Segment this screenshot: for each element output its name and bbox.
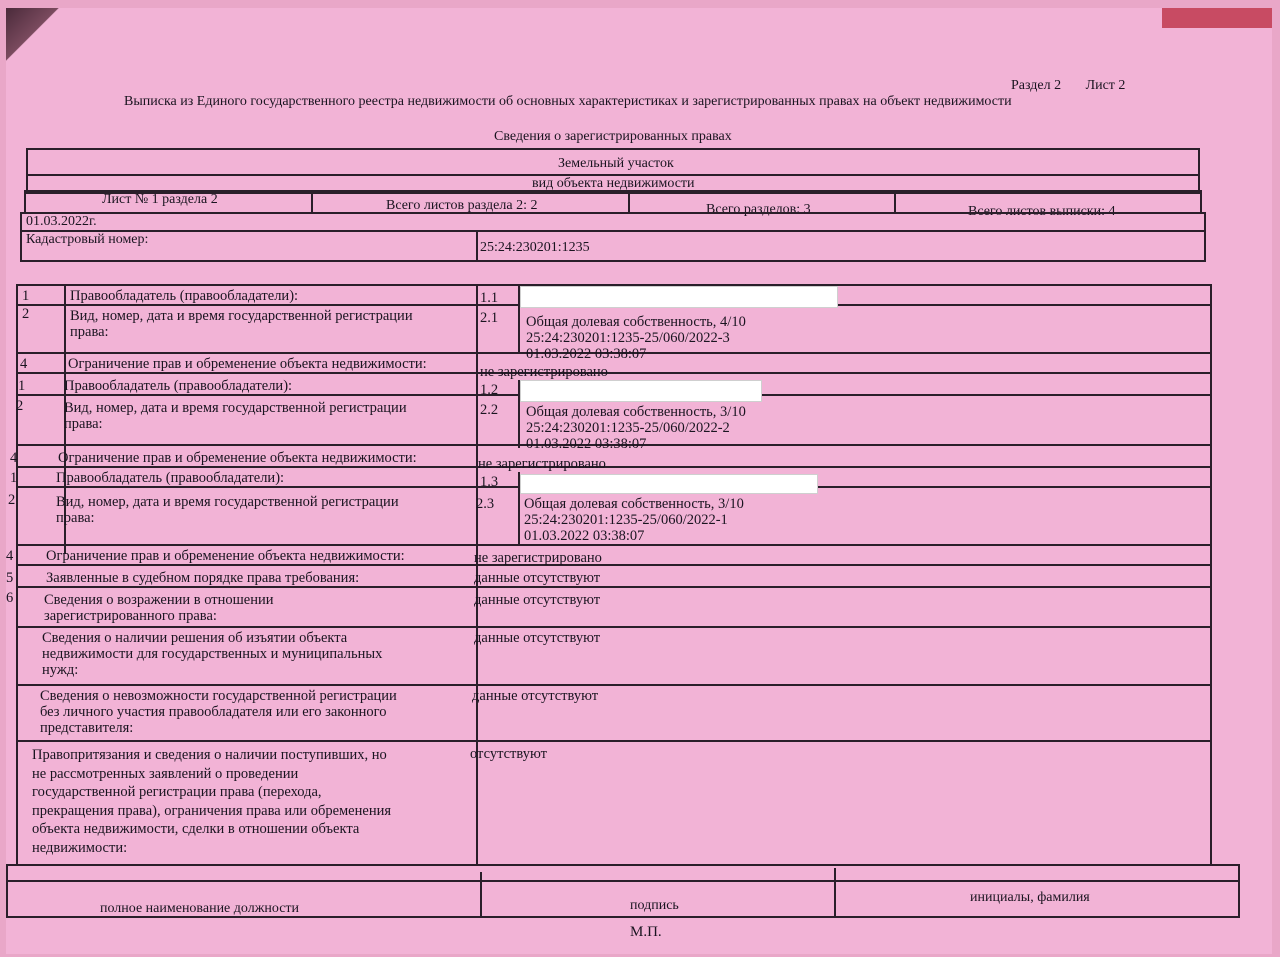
owner-redacted <box>520 380 762 402</box>
registration-value <box>524 496 744 544</box>
page-shadow <box>6 8 66 78</box>
claims-pending-line: не рассмотренных заявлений о проведении <box>32 765 299 782</box>
total-sections: Всего разделов: 3 <box>706 202 811 217</box>
encumbrance-label: Ограничение прав и обременение объекта недвижимости: <box>46 548 405 564</box>
seizure-label <box>42 630 382 678</box>
registration-value-line: 25:24:230201:1235-25/060/2022-1 <box>524 512 728 528</box>
row-number: 2 <box>8 492 16 508</box>
encumbrance-label: Ограничение прав и обременение объекта недвижимости: <box>68 356 427 372</box>
document-page <box>6 8 1272 954</box>
impossible-registration-value: данные отсутствуют <box>472 688 599 704</box>
sheet-label: Лист 2 <box>1085 78 1126 93</box>
position-caption: полное наименование должности <box>100 901 300 916</box>
encumbrance-label: Ограничение прав и обременение объекта недвижимости: <box>58 450 417 466</box>
stamp-place: М.П. <box>630 924 662 940</box>
owner-code: 1.2 <box>480 382 499 398</box>
registration-value-line: 01.03.2022 03:38:07 <box>526 436 647 452</box>
encumbrance-value: не зарегистрировано <box>474 550 602 566</box>
registration-code: 2.1 <box>480 310 499 326</box>
registration-label-line: права: <box>64 416 103 432</box>
owner-code: 1.1 <box>480 290 499 306</box>
claims-pending-line: прекращения права), ограничения права или обременения <box>32 802 392 819</box>
owner-redacted <box>520 286 838 308</box>
row-number: 2 <box>22 306 30 322</box>
claims-pending-line: объекта недвижимости, сделки в отношении объекта <box>32 821 360 837</box>
section-sheet-header <box>1011 78 1125 94</box>
cadastral-value: 25:24:230201:1235 <box>480 240 590 255</box>
row-number: 1 <box>18 378 26 394</box>
objection-label <box>44 592 274 624</box>
registration-label <box>70 308 413 340</box>
registration-label-line: права: <box>56 510 95 526</box>
registration-value-line: 25:24:230201:1235-25/060/2022-3 <box>526 330 730 346</box>
total-sheets-section: Всего листов раздела 2: 2 <box>386 198 538 213</box>
registration-label <box>56 494 399 526</box>
total-sheets-extract: Всего листов выписки: 4 <box>968 204 1116 219</box>
object-type: Земельный участок <box>558 156 674 171</box>
impossible-registration-line: Сведения о невозможности государственной регистрации <box>40 688 397 704</box>
section-label: Раздел 2 <box>1011 78 1062 93</box>
seizure-label-line: нужд: <box>42 662 79 678</box>
claims-pending-value: отсутствуют <box>470 746 547 762</box>
row-number: 6 <box>6 590 14 606</box>
encumbrance-value: не зарегистрировано <box>480 364 608 380</box>
registration-value <box>526 314 746 362</box>
registration-value <box>526 404 746 452</box>
cadastral-label: Кадастровый номер: <box>26 232 149 247</box>
objection-value: данные отсутствуют <box>474 592 601 608</box>
owner-label: Правообладатель (правообладатели): <box>64 378 293 394</box>
registration-label-line: права: <box>70 324 109 340</box>
registration-value-line: Общая долевая собственность, 3/10 <box>526 404 746 420</box>
claims-label: Заявленные в судебном порядке права требования: <box>46 570 360 586</box>
owner-code: 1.3 <box>480 474 499 490</box>
registration-value-line: 01.03.2022 03:38:07 <box>526 346 647 362</box>
objection-label-line: зарегистрированного права: <box>44 608 217 624</box>
objection-label-line: Сведения о возражении в отношении <box>44 592 274 608</box>
row-number: 1 <box>22 288 30 304</box>
impossible-registration-label <box>40 688 397 736</box>
claims-pending-line: государственной регистрации права (перехода, <box>32 784 322 800</box>
row-number: 4 <box>10 450 18 466</box>
registration-code: 2.2 <box>480 402 499 418</box>
signature-caption: подпись <box>630 898 679 913</box>
claims-pending-line: Правопритязания и сведения о наличии поступивших, но <box>32 747 387 763</box>
name-caption: инициалы, фамилия <box>970 890 1090 905</box>
document-title: Выписка из Единого государственного реестра недвижимости об основных характеристиках и зарегистрированных правах на объект недвижимости <box>124 94 1012 109</box>
document-subtitle: Сведения о зарегистрированных правах <box>494 129 732 144</box>
page-edge <box>1162 8 1272 28</box>
seizure-value: данные отсутствуют <box>474 630 601 646</box>
extract-date: 01.03.2022г. <box>26 214 97 229</box>
seizure-label-line: недвижимости для государственных и муниципальных <box>42 646 383 662</box>
row-number: 1 <box>10 470 18 486</box>
registration-value-line: 01.03.2022 03:38:07 <box>524 528 645 544</box>
registration-label-line: Вид, номер, дата и время государственной регистрации <box>64 400 407 416</box>
registration-label <box>64 400 407 432</box>
row-number: 2 <box>16 398 24 414</box>
impossible-registration-line: представителя: <box>40 720 134 736</box>
owner-label: Правообладатель (правообладатели): <box>70 288 299 304</box>
registration-label-line: Вид, номер, дата и время государственной регистрации <box>56 494 399 510</box>
encumbrance-value: не зарегистрировано <box>478 456 606 472</box>
row-number: 4 <box>20 356 28 372</box>
registration-value-line: Общая долевая собственность, 4/10 <box>526 314 746 330</box>
claims-pending-line: недвижимости: <box>32 839 128 856</box>
sheet-of-section: Лист № 1 раздела 2 <box>102 192 218 207</box>
impossible-registration-line: без личного участия правообладателя или его законного <box>40 704 387 720</box>
row-number: 5 <box>6 570 14 586</box>
registration-value-line: 25:24:230201:1235-25/060/2022-2 <box>526 420 730 436</box>
claims-pending-label <box>32 746 391 857</box>
registration-code: 2.3 <box>476 496 495 512</box>
owner-label: Правообладатель (правообладатели): <box>56 470 285 486</box>
registration-value-line: Общая долевая собственность, 3/10 <box>524 496 744 512</box>
claims-value: данные отсутствуют <box>474 570 601 586</box>
seizure-label-line: Сведения о наличии решения об изъятии объекта <box>42 630 348 646</box>
owner-redacted <box>520 474 818 494</box>
row-number: 4 <box>6 548 14 564</box>
registration-label-line: Вид, номер, дата и время государственной регистрации <box>70 308 413 324</box>
object-type-caption: вид объекта недвижимости <box>532 176 695 191</box>
date-cadastral-box <box>20 212 1206 262</box>
